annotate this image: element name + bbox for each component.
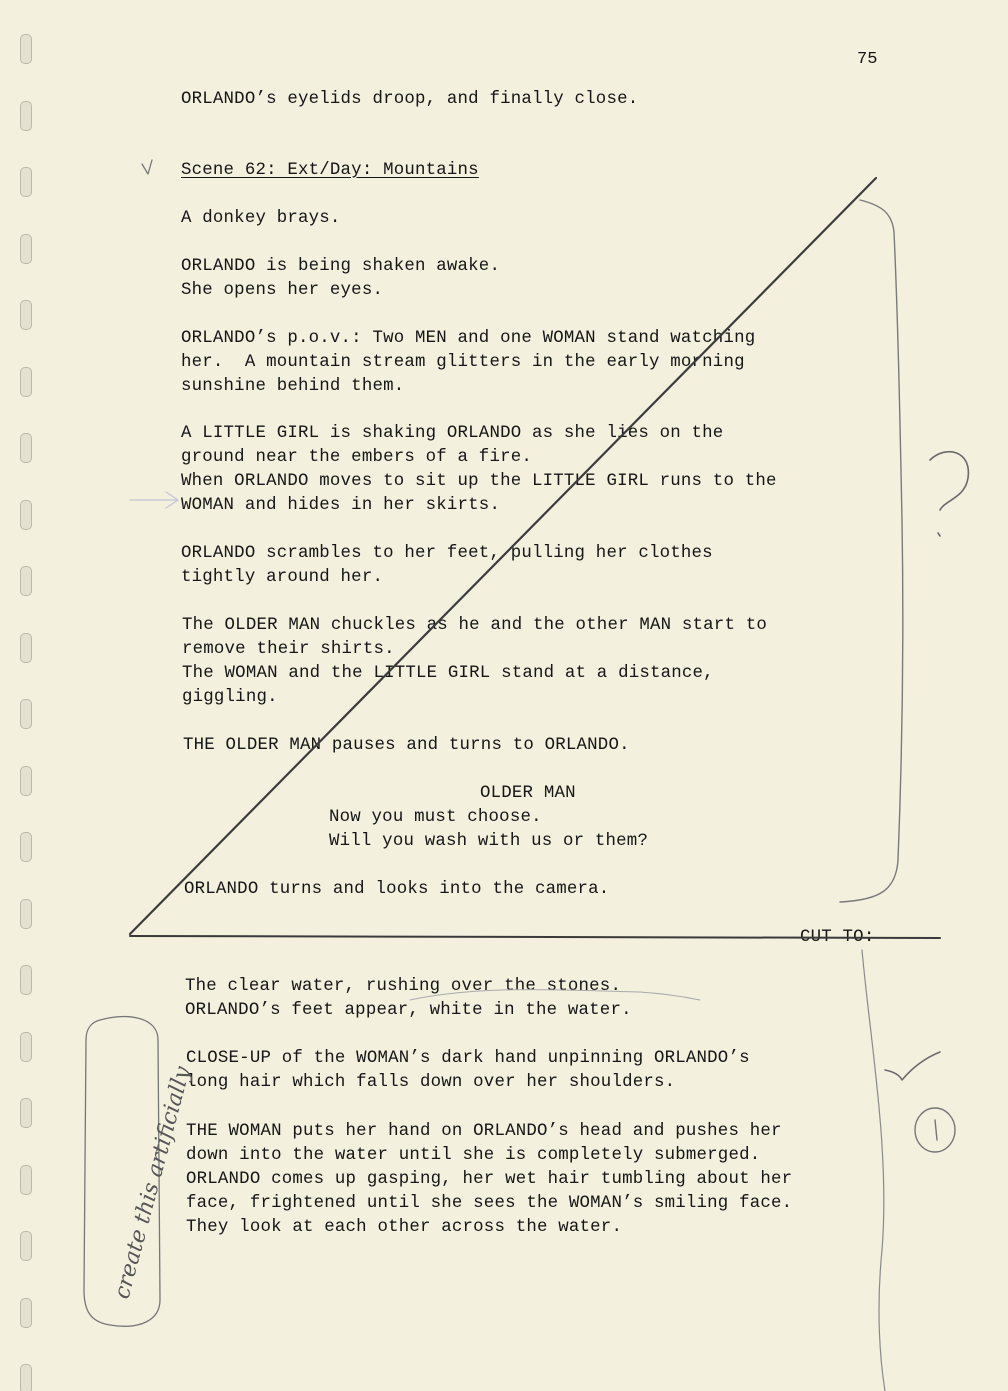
strike-diagonal [130,178,876,934]
action-line: remove their shirts. [182,640,395,659]
margin-note-text: create this artificially [109,1063,196,1302]
action-line: ORLANDO is being shaken awake. [181,257,501,276]
action-line: ORLANDO’s p.o.v.: Two MEN and one WOMAN stand watching [181,329,756,348]
cut-line [130,936,940,938]
action-line: THE WOMAN puts her hand on ORLANDO’s head and pushes her [186,1122,782,1141]
action-line: ORLANDO turns and looks into the camera. [184,880,610,899]
circled-number-icon [915,1108,955,1152]
action-line: A donkey brays. [181,209,341,228]
action-line: They look at each other across the water. [186,1218,623,1237]
action-line: face, frightened until she sees the WOMAN’s smiling face. [186,1194,793,1213]
action-line: When ORLANDO moves to sit up the LITTLE GIRL runs to the [181,472,777,491]
transition: CUT TO: [800,928,875,947]
action-line: down into the water until she is completely submerged. [186,1146,761,1165]
action-line: long hair which falls down over her shoulders. [186,1073,676,1092]
check-mark-icon [142,160,152,174]
action-line: giggling. [182,688,278,707]
dialogue-line: Now you must choose. [329,808,542,827]
opening-action: ORLANDO’s eyelids droop, and finally close. [181,90,639,109]
action-line: WOMAN and hides in her skirts. [181,496,501,515]
action-line: ORLANDO’s feet appear, white in the water. [185,1001,632,1020]
action-line: The OLDER MAN chuckles as he and the other MAN start to [182,616,767,635]
pencil-scribble [410,990,700,1000]
faint-arrow-icon [130,492,178,508]
action-line: CLOSE-UP of the WOMAN’s dark hand unpinning ORLANDO’s [186,1049,750,1068]
action-line: ORLANDO comes up gasping, her wet hair tumbling about her [186,1170,793,1189]
question-mark-icon [930,452,968,536]
tick-icon [885,1052,940,1080]
action-line: ORLANDO scrambles to her feet, pulling her clothes [181,544,713,563]
action-line: tightly around her. [181,568,384,587]
action-line: She opens her eyes. [181,281,384,300]
margin-line [862,950,885,1391]
action-line: ground near the embers of a fire. [181,448,532,467]
dialogue-line: Will you wash with us or them? [329,832,649,851]
page-number: 75 [857,50,878,69]
action-line: THE OLDER MAN pauses and turns to ORLANDO. [183,736,630,755]
scene-heading: Scene 62: Ext/Day: Mountains [181,161,479,180]
dialogue-character: OLDER MAN [480,784,576,803]
action-line: sunshine behind them. [181,377,405,396]
action-line: The clear water, rushing over the stones. [185,977,622,996]
scene-bracket [840,200,903,902]
action-line: her. A mountain stream glitters in the early morning [181,353,745,372]
action-line: The WOMAN and the LITTLE GIRL stand at a distance, [182,664,714,683]
action-line: A LITTLE GIRL is shaking ORLANDO as she lies on the [181,424,724,443]
